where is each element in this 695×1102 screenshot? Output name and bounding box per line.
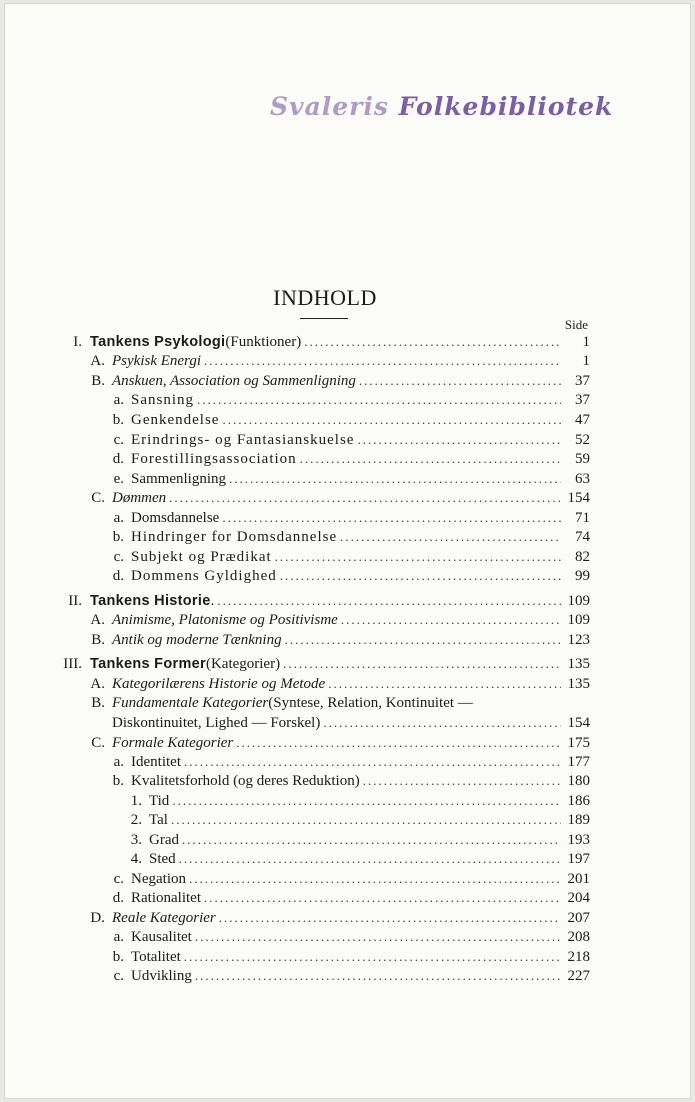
toc-entry <box>60 592 590 610</box>
toc-entry <box>110 967 590 985</box>
toc-page: 208 <box>567 929 590 945</box>
toc-label-bold: Tankens Psykologi <box>90 334 226 350</box>
toc-page: 74 <box>575 529 590 545</box>
toc-page: 135 <box>567 656 590 672</box>
dot-leader <box>323 714 561 732</box>
toc-page: 197 <box>567 851 590 867</box>
toc-page: 109 <box>567 593 590 609</box>
toc-number: e. <box>113 471 124 487</box>
dot-leader <box>195 928 561 946</box>
toc-label-rest: (Syntese, Relation, Kontinuitet — <box>268 695 473 711</box>
toc-number: a. <box>113 929 124 945</box>
toc-number: a. <box>113 392 124 408</box>
dot-leader <box>171 811 561 829</box>
toc-number: c. <box>113 549 124 565</box>
toc-entry <box>110 772 590 790</box>
toc-label: Dømmen <box>112 490 167 506</box>
dot-leader <box>285 631 561 649</box>
toc-page: 180 <box>567 773 590 789</box>
toc-entry <box>110 431 590 449</box>
dot-leader <box>328 675 561 693</box>
toc-number: c. <box>113 968 124 984</box>
dot-leader <box>179 850 561 868</box>
toc-page: 175 <box>567 735 590 751</box>
toc-number: d. <box>112 451 124 467</box>
toc-page: 109 <box>567 612 590 628</box>
toc-label: Psykisk Energi <box>112 353 201 369</box>
toc-label: Subjekt og Prædikat <box>131 549 272 565</box>
toc-entry <box>128 811 590 829</box>
toc-number: 3. <box>130 832 142 848</box>
toc-page: 218 <box>567 949 590 965</box>
toc-entry <box>110 450 590 468</box>
toc-label: Kausalitet <box>131 929 192 945</box>
toc-number: C. <box>91 735 105 751</box>
dot-leader <box>219 909 561 927</box>
toc-number: d. <box>112 568 124 584</box>
toc-page: 99 <box>575 568 590 584</box>
toc-page: 52 <box>575 432 590 448</box>
toc-number: a. <box>113 510 124 526</box>
dot-leader <box>182 831 561 849</box>
toc-page: 37 <box>575 373 590 389</box>
toc-page: 201 <box>567 871 590 887</box>
toc-entry <box>110 567 590 585</box>
toc-page: 186 <box>567 793 590 809</box>
toc-label: Antik og moderne Tænkning <box>112 632 282 648</box>
page-column-label: Side <box>564 317 588 332</box>
toc-label: Anskuen, Association og Sammenligning <box>112 373 356 389</box>
toc-entry <box>87 372 590 390</box>
toc-label-bold: Tankens Historie <box>90 593 211 609</box>
toc-number: C. <box>91 490 105 506</box>
toc-entry <box>87 631 590 649</box>
page-title: INDHOLD <box>273 285 377 310</box>
toc-page: 71 <box>575 510 590 526</box>
toc-page: 154 <box>567 715 590 731</box>
toc-page: 207 <box>567 910 590 926</box>
toc-entry <box>110 948 590 966</box>
toc-number: A. <box>90 612 105 628</box>
dot-leader <box>217 592 561 610</box>
toc-number: 4. <box>130 851 142 867</box>
toc-entry <box>112 714 590 732</box>
library-stamp <box>270 92 615 121</box>
toc-label: Identitet <box>131 754 181 770</box>
toc-entry <box>110 509 590 527</box>
toc-page: 189 <box>567 812 590 828</box>
toc-label: Kvalitetsforhold (og deres Reduktion) <box>131 773 360 789</box>
toc-label: Tal <box>149 812 168 828</box>
dot-leader <box>340 528 561 546</box>
toc-label-continued: Diskontinuitet, Lighed — Forskel) <box>112 715 321 731</box>
toc-number: A. <box>90 676 105 692</box>
toc-label: Sammenligning <box>131 471 226 487</box>
toc-label: Forestillingsassociation <box>131 451 297 467</box>
toc-label: Udvikling <box>131 968 192 984</box>
toc-page: 204 <box>567 890 590 906</box>
toc-label: Rationalitet <box>131 890 201 906</box>
toc-number: B. <box>91 632 105 648</box>
toc-entry <box>110 528 590 546</box>
toc-entry <box>110 470 590 488</box>
toc-page: 177 <box>567 754 590 770</box>
dot-leader <box>300 450 561 468</box>
toc-entry <box>110 391 590 409</box>
toc-label: Animisme, Platonisme og Positivisme <box>112 612 338 628</box>
dot-leader <box>189 870 561 888</box>
dot-leader <box>357 431 561 449</box>
toc-entry <box>87 675 590 693</box>
dot-leader <box>359 372 561 390</box>
dot-leader <box>283 655 561 673</box>
toc-number: c. <box>113 871 124 887</box>
toc-label: Dommens Gyldighed <box>131 568 277 584</box>
toc-entry <box>128 831 590 849</box>
dot-leader <box>184 753 561 771</box>
toc-page: 37 <box>575 392 590 408</box>
stamp-text-faded: Svaleris <box>270 92 389 121</box>
toc-page: 1 <box>582 334 590 350</box>
toc-page: 82 <box>575 549 590 565</box>
toc-page: 193 <box>567 832 590 848</box>
dot-leader <box>222 509 561 527</box>
dot-leader <box>172 792 561 810</box>
toc-entry <box>110 753 590 771</box>
toc-page: 63 <box>575 471 590 487</box>
toc-label: Sansning <box>131 392 195 408</box>
dot-leader <box>363 772 561 790</box>
toc-label: Kategorilærens Historie og Metode <box>112 676 326 692</box>
toc-number: b. <box>112 529 124 545</box>
toc-label: Genkendelse <box>131 412 220 428</box>
toc-page: 1 <box>582 353 590 369</box>
toc-label: Domsdannelse <box>131 510 220 526</box>
toc-label: Totalitet <box>131 949 181 965</box>
toc-label-bold: Tankens Former <box>90 656 206 672</box>
toc-number: 1. <box>130 793 142 809</box>
toc-number: III. <box>63 656 82 672</box>
toc-page: 123 <box>567 632 590 648</box>
toc-entry <box>87 352 590 370</box>
toc-label: Grad <box>149 832 179 848</box>
dot-leader <box>204 889 561 907</box>
toc-number: b. <box>112 773 124 789</box>
toc-entry <box>110 870 590 888</box>
toc-entry <box>110 889 590 907</box>
dot-leader <box>275 548 561 566</box>
toc-label-rest: . <box>210 593 215 609</box>
dot-leader <box>184 948 561 966</box>
toc-number: b. <box>112 412 124 428</box>
toc-entry <box>128 850 590 868</box>
toc-entry <box>110 548 590 566</box>
toc-number: a. <box>113 754 124 770</box>
toc-entry <box>128 792 590 810</box>
stamp-text: Folkebibliotek <box>398 92 614 121</box>
toc-label-rest: (Funktioner) <box>225 334 302 350</box>
dot-leader <box>204 352 561 370</box>
dot-leader <box>195 967 561 985</box>
toc-number: 2. <box>130 812 142 828</box>
toc-number: c. <box>113 432 124 448</box>
toc-label-rest: (Kategorier) <box>205 656 281 672</box>
dot-leader <box>280 567 561 585</box>
toc-label: Sted <box>149 851 176 867</box>
toc-number: B. <box>91 695 105 711</box>
dot-leader <box>222 411 561 429</box>
toc-entry <box>87 489 590 507</box>
toc-label: Reale Kategorier <box>112 910 216 926</box>
title-rule <box>300 318 348 319</box>
toc-page: 59 <box>575 451 590 467</box>
toc-label: Negation <box>131 871 186 887</box>
toc-number: I. <box>73 334 82 350</box>
toc-entry <box>66 333 590 351</box>
toc-entry <box>87 694 590 712</box>
toc-page: 154 <box>567 490 590 506</box>
toc-entry <box>87 909 590 927</box>
toc-label: Tid <box>149 793 170 809</box>
dot-leader <box>341 611 561 629</box>
toc-label: Hindringer for Domsdannelse <box>131 529 338 545</box>
toc-label: Formale Kategorier <box>112 735 234 751</box>
dot-leader <box>236 734 561 752</box>
dot-leader <box>304 333 561 351</box>
toc-number: d. <box>112 890 124 906</box>
toc-entry <box>87 734 590 752</box>
dot-leader <box>169 489 561 507</box>
toc-entry <box>110 411 590 429</box>
toc-number: b. <box>112 949 124 965</box>
toc-label: Fundamentale Kategorier <box>112 695 269 711</box>
toc-page: 135 <box>567 676 590 692</box>
toc-entry <box>56 655 590 673</box>
toc-number: D. <box>90 910 105 926</box>
toc-page: 227 <box>567 968 590 984</box>
toc-page: 47 <box>575 412 590 428</box>
toc-number: B. <box>91 373 105 389</box>
toc-label: Erindrings- og Fantasianskuelse <box>131 432 355 448</box>
toc-entry <box>87 611 590 629</box>
toc-number: II. <box>68 593 82 609</box>
toc-number: A. <box>90 353 105 369</box>
dot-leader <box>197 391 561 409</box>
dot-leader <box>229 470 561 488</box>
toc-entry <box>110 928 590 946</box>
